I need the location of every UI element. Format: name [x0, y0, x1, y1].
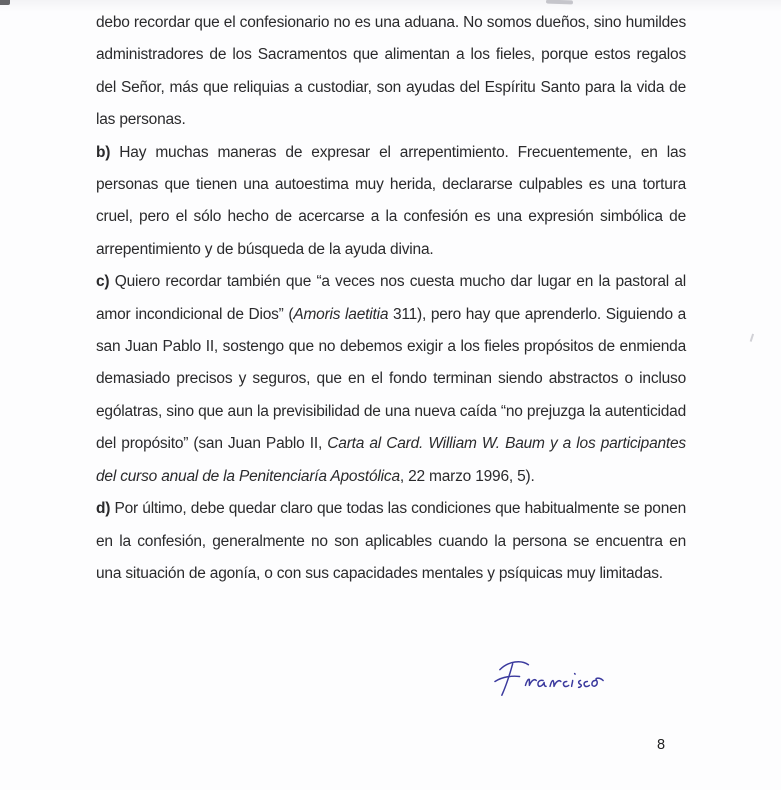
- text-run: Por último, debe quedar claro que todas las condiciones que habitualmente se ponen en la confesión, generalmente no son aplicables cuando la persona se encuentra en una situación de agonía, o con sus capacidades mentales y psíquicas muy limitadas.: [96, 500, 686, 582]
- text-run: , 22 marzo 1996, 5).: [399, 467, 535, 485]
- paragraph: [96, 137, 686, 267]
- paragraph-marker: d): [96, 500, 115, 518]
- paragraph: [96, 266, 686, 493]
- paragraph-marker: c): [96, 273, 115, 291]
- paragraph: [96, 493, 686, 590]
- paragraph-marker: b): [96, 143, 120, 161]
- text-run: 311), pero hay que aprenderlo. Siguiendo a san Juan Pablo II, sostengo que no debemos exigir a los fieles propósitos de enmienda demasiado precisos y seguros, que en el fondo terminan siendo abstractos o incluso ególatras, sino que aun la previsibilidad de una nueva caída “no prejuzga la autenticidad del propósito” (san Juan Pablo II,: [96, 305, 686, 453]
- page-number: 8: [657, 737, 666, 753]
- document-body: [96, 7, 686, 590]
- text-run: debo recordar que el confesionario no es una aduana. No somos dueños, sino humildes administradores de los Sacramentos que alimentan a los fieles, porque estos regalos del Señor, más que reliquias a custodiar, son ayudas del Espíritu Santo para la vida de las personas.: [96, 14, 686, 129]
- signature-francisco: [493, 655, 611, 703]
- signature-ink-strokes: [495, 662, 603, 695]
- text-run: Quiero recordar también que “a veces nos cuesta mucho dar lugar en la pastoral al amor incondicional de Dios” (: [96, 273, 686, 323]
- text-run-italic: Carta al Card. William W. Baum y a los participantes del curso anual de la Penitenciaría Apostólica: [96, 435, 686, 485]
- scan-artifact-top-left: [0, 0, 10, 5]
- paragraph: [96, 7, 686, 137]
- text-run-italic: Amoris laetitia: [293, 305, 389, 323]
- scan-artifact-right-margin: [745, 332, 754, 342]
- text-run: Hay muchas maneras de expresar el arrepentimiento. Frecuentemente, en las personas que tienen una autoestima muy herida, declararse culpables es una tortura cruel, pero el sólo hecho de acercarse a la confesión es una expresión simbólica de arrepentimiento y de búsqueda de la ayuda divina.: [96, 143, 686, 258]
- scan-artifact-top-center: [546, 0, 573, 4]
